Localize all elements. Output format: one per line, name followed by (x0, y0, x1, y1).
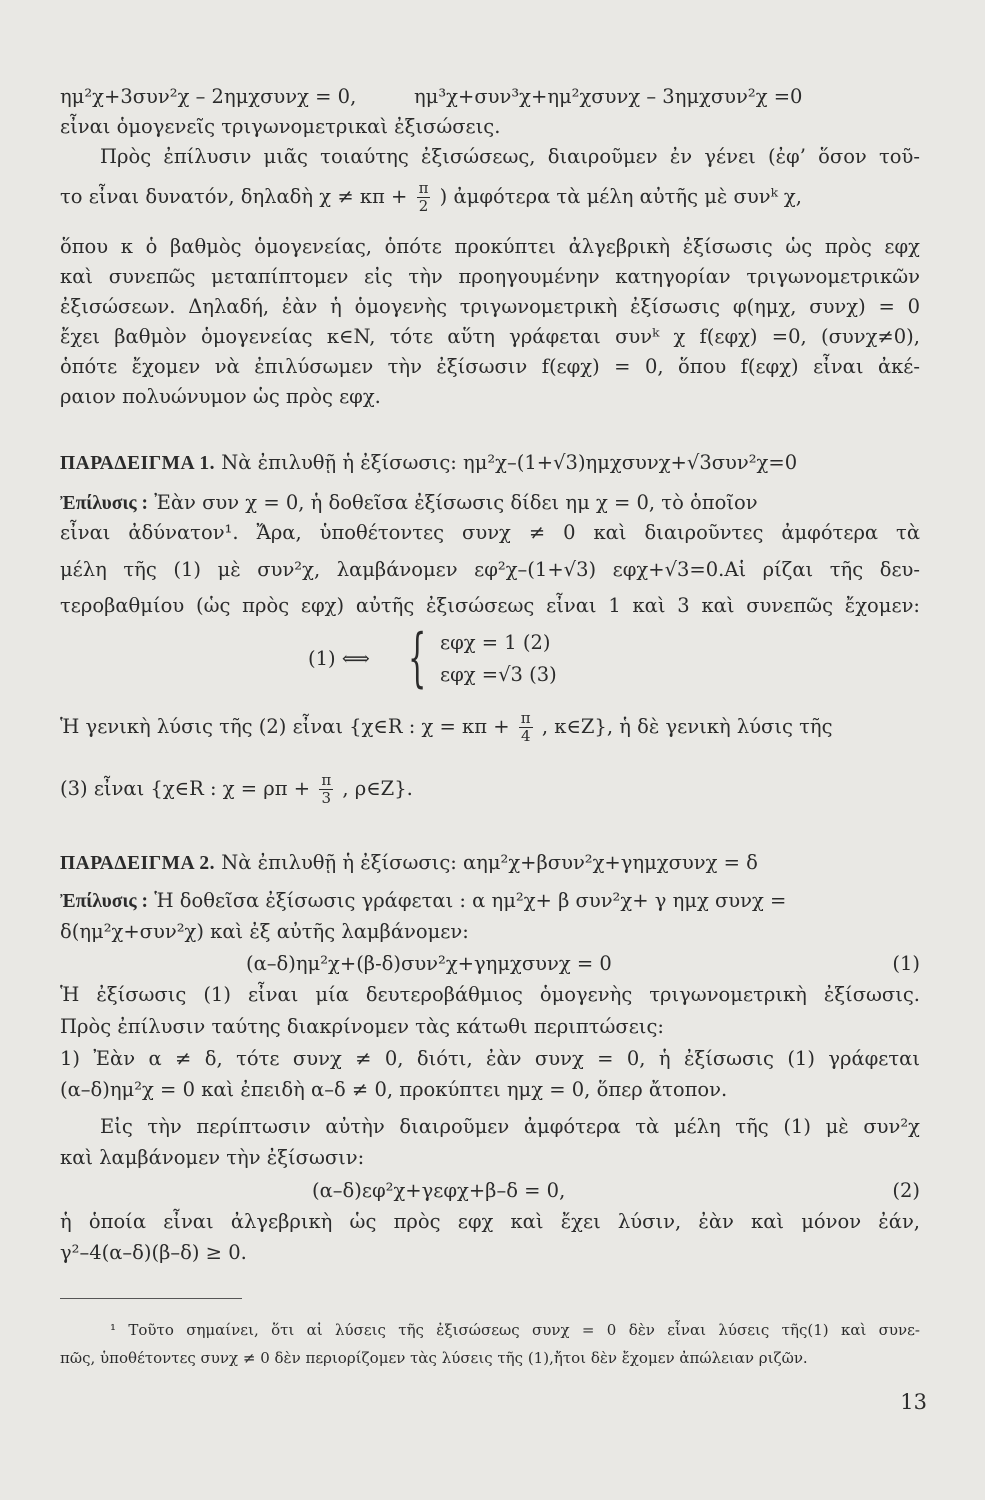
example-2-line-10: γ²–4(α–δ)(β–δ) ≥ 0. (60, 1241, 247, 1264)
intro-line-9: ὁπότε ἔχομεν νὰ ἐπιλύσωμεν τὴν ἐξίσωσιν f(εφχ) = 0, ὅπου f(εφχ) εἶναι ἀκέ- (60, 355, 920, 378)
equation-1-label: (1) (892, 952, 920, 975)
footnote-line-1: ¹ Τοῦτο σημαίνει, ὅτι αἱ λύσεις τῆς ἐξισώσεως συνχ = 0 δὲν εἶναι λύσεις τῆς(1) καὶ συνε- (110, 1321, 920, 1339)
example-2-line-5: 1) Ἐὰν α ≠ δ, τότε συνχ ≠ 0, διότι, ἐὰν συνχ = 0, ἡ ἐξίσωσις (1) γράφεται (60, 1047, 920, 1070)
example-2-line-3: Ἡ ἐξίσωσις (1) εἶναι μία δευτεροβάθμιος ὁμογενὴς τριγωνομετρικὴ ἐξίσωσις. (60, 983, 920, 1006)
example-1-line-4: τεροβαθμίου (ὡς πρὸς εφχ) αὐτῆς ἐξισώσεως εἶναι 1 καὶ 3 καὶ συνεπῶς ἔχομεν: (60, 594, 920, 617)
equation-2-label: (2) (892, 1179, 920, 1202)
example-1-line-2: εἶναι ἀδύνατον¹. Ἄρα, ὑποθέτοντες συνχ ≠ 0 καὶ διαιροῦντες ἀμφότερα τὰ (60, 521, 920, 544)
fraction-pi-over-4: $\frac{\pi}{4}$ (520, 709, 531, 745)
example-2-heading: ΠΑΡΑΔΕΙΓΜΑ 2. (60, 853, 216, 874)
example-2-line-9: ἡ ὁποία εἶναι ἀλγεβρικὴ ὡς πρὸς εφχ καὶ ἔχει λύσιν, ἐὰν καὶ μόνον ἐάν, (60, 1210, 920, 1233)
system-equation-2: εφχ =√3 (3) (440, 663, 557, 686)
equation-a: ημ²χ+3συν²χ – 2ημχσυνχ = 0, (60, 85, 357, 108)
intro-line-3: Πρὸς ἐπίλυσιν μιᾶς τοιαύτης ἐξισώσεως, διαιροῦμεν ἐν γένει (ἐφ’ ὅσον τοῦ- (100, 145, 920, 168)
fraction-pi-over-2: $\frac{\pi}{2}$ (418, 179, 429, 215)
intro-line-10: ραιον πολυώνυμον ὡς πρὸς εφχ. (60, 385, 381, 408)
intro-line-6: καὶ συνεπῶς μεταπίπτομεν εἰς τὴν προηγουμένην κατηγορίαν τριγωνομετρικῶν (60, 265, 920, 288)
equation-2: (α–δ)εφ²χ+γεφχ+β–δ = 0, (312, 1179, 566, 1202)
example-1-line-3: μέλη τῆς (1) μὲ συν²χ, λαμβάνομεν εφ²χ–(1+√3) εφχ+√3=0.Αἱ ρίζαι τῆς δευ- (60, 558, 920, 581)
example-1-line-5: Ἡ γενικὴ λύσις τῆς (2) εἶναι {χ∈R : χ = κπ + $\frac{\pi}{4}$ , κ∈Z}, ἡ δὲ γενικὴ λύσις τῆς (60, 709, 833, 745)
footnote-line-2: πῶς, ὑποθέτοντες συνχ ≠ 0 δὲν περιορίζομεν τὰς λύσεις τῆς (1),ἤτοι δὲν ἔχομεν ἀπώλειαν ριζῶν. (60, 1349, 808, 1367)
example-2-statement: Νὰ ἐπιλυθῇ ἡ ἐξίσωσις: αημ²χ+βσυν²χ+γημχσυνχ = δ (221, 851, 758, 874)
equation-1: (α–δ)ημ²χ+(β-δ)συν²χ+γημχσυνχ = 0 (246, 952, 612, 975)
equation-b: ημ³χ+συν³χ+ημ²χσυνχ – 3ημχσυν²χ =0 (414, 85, 803, 108)
solution-label: Ἐπίλυσις : (60, 891, 149, 912)
system-label: (1) ⟺ (308, 647, 370, 670)
brace: { (408, 621, 427, 695)
intro-line-4: το εἶναι δυνατόν, δηλαδὴ χ ≠ κπ + $\frac{\pi}{2}$ ) ἀμφότερα τὰ μέλη αὐτῆς μὲ συνᵏ χ, (60, 179, 802, 215)
example-1-solution-line-1: Ἐπίλυσις : Ἐὰν συν χ = 0, ἡ δοθεῖσα ἐξίσωσις δίδει ημ χ = 0, τὸ ὁποῖον (60, 491, 758, 514)
equation-system (308, 621, 628, 695)
example-2-line-4: Πρὸς ἐπίλυσιν ταύτης διακρίνομεν τὰς κάτωθι περιπτώσεις: (60, 1015, 664, 1038)
intro-line-8: ἔχει βαθμὸν ὁμογενείας κ∈N, τότε αὕτη γράφεται συνᵏ χ f(εφχ) =0, (συνχ≠0), (60, 325, 920, 348)
page-number: 13 (900, 1390, 927, 1414)
example-2-heading-line (60, 848, 920, 879)
intro-line-2: εἶναι ὁμογενεῖς τριγωνομετρικαὶ ἐξισώσεις. (60, 115, 501, 138)
example-1-heading-line (60, 448, 920, 479)
example-2-solution-line-1: Ἐπίλυσις : Ἡ δοθεῖσα ἐξίσωσις γράφεται : α ημ²χ+ β συν²χ+ γ ημχ συνχ = (60, 889, 787, 912)
footnote-rule (60, 1298, 242, 1299)
example-2-line-6: (α–δ)ημ²χ = 0 καὶ ἐπειδὴ α–δ ≠ 0, προκύπτει ημχ = 0, ὅπερ ἄτοπον. (60, 1078, 728, 1101)
system-equation-1: εφχ = 1 (2) (440, 631, 551, 654)
example-2-line-8: καὶ λαμβάνομεν τὴν ἐξίσωσιν: (60, 1146, 365, 1169)
intro-line-7: ἐξισώσεων. Δηλαδή, ἐὰν ἡ ὁμογενὴς τριγωνομετρικὴ ἐξίσωσις φ(ημχ, συνχ) = 0 (60, 295, 920, 318)
fraction-pi-over-3: $\frac{\pi}{3}$ (321, 771, 332, 807)
solution-label: Ἐπίλυσις : (60, 493, 149, 514)
example-2-line-7: Εἰς τὴν περίπτωσιν αὐτὴν διαιροῦμεν ἀμφότερα τὰ μέλη τῆς (1) μὲ συν²χ (100, 1115, 920, 1138)
example-2-line-2: δ(ημ²χ+συν²χ) καὶ ἐξ αὐτῆς λαμβάνομεν: (60, 920, 469, 943)
example-1-line-6: (3) εἶναι {χ∈R : χ = ρπ + $\frac{\pi}{3}$ , ρ∈Z}. (60, 771, 413, 807)
example-1-heading: ΠΑΡΑΔΕΙΓΜΑ 1. (60, 453, 216, 474)
intro-line-5: ὅπου κ ὁ βαθμὸς ὁμογενείας, ὁπότε προκύπτει ἀλγεβρικὴ ἐξίσωσις ὡς πρὸς εφχ (60, 235, 920, 258)
example-1-statement: Νὰ ἐπιλυθῇ ἡ ἐξίσωσις: ημ²χ–(1+√3)ημχσυνχ+√3συν²χ=0 (221, 451, 798, 474)
intro-line-1 (60, 82, 920, 112)
